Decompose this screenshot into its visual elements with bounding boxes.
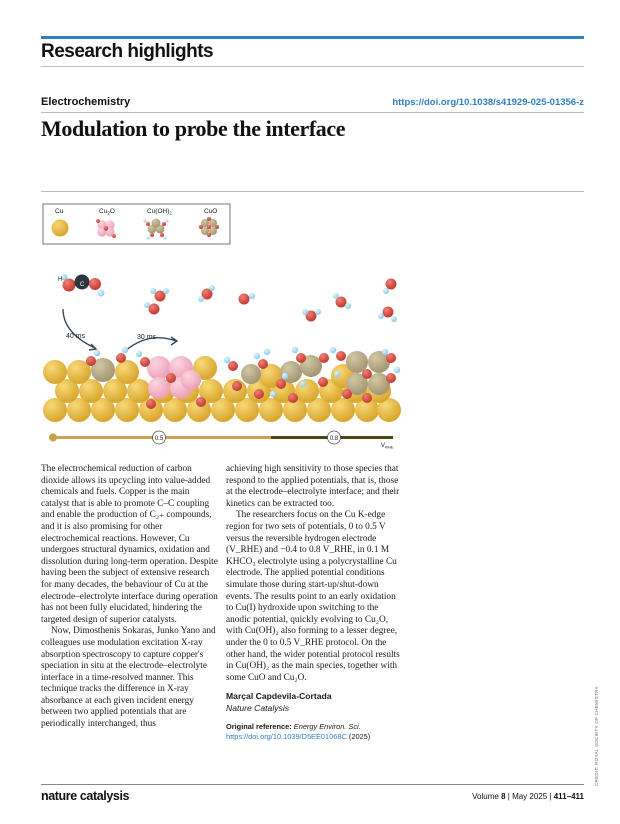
body-paragraph-2: Now, Dimosthenis Sokaras, Junko Yano and colleagues use modulation excitation X-ray absorption spectroscopy to capture copper's speciation in situ at the electrode–electrolyte interface in a time-resolved manner. This technique tracks the difference in X-ray absorbance at each given incident energy between two applied potentials that are periodically interchanged, thus (41, 626, 216, 730)
body-column-left (41, 464, 218, 731)
article-headline: Modulation to probe the interface (41, 116, 346, 141)
reference-label: Original reference: (226, 722, 292, 732)
reference-link[interactable]: https://doi.org/10.1039/D5EE01068C (226, 732, 347, 742)
body-column-right (226, 464, 403, 742)
reference-year: (2025) (348, 732, 371, 742)
time-label-40ms: 40 ms (66, 333, 86, 340)
section-title: Research highlights (41, 41, 214, 62)
time-label-30ms: 30 ms (137, 334, 157, 341)
author-name: Marçal Capdevila-Cortada (226, 691, 332, 702)
headline-rule (41, 191, 584, 192)
potential-label-08: 0.8 (329, 436, 339, 442)
reference-journal: Energy Environ. Sci. (293, 722, 361, 732)
legend-label-cuoh2: $Cu(OH)_2$ (147, 208, 172, 216)
footer-rule (41, 784, 584, 785)
figure-illustration (41, 198, 401, 458)
article-doi-link[interactable]: https://doi.org/10.1038/s41929-025-01356-z (392, 97, 584, 108)
copper-lattice (43, 347, 401, 422)
original-reference (226, 722, 403, 742)
atom-label-h: H (58, 277, 63, 283)
body-paragraph-1: The electrochemical reduction of carbon dioxide allows its upcycling into value-added chemicals and fuels. Copper is the main catalyst that is able to promote C–C coupling and enable the production of C₂₊ compounds, and it is also promising for other electrochemical reactions. However, Cu undergoes structural dynamics, oxidation and dissolution during long-term operation. Despite having been the subject of extensive research for many decades, the behaviour of Cu at the electrode–electrolyte interface during operation has not been fully elucidated, hindering the targeted design of superior catalysts. (41, 464, 218, 625)
image-credit: CREDIT: ROYAL SOCIETY OF CHEMISTRY (594, 686, 599, 786)
issue-info: Volume 8 | May 2025 | 411–411 (472, 792, 584, 801)
legend-label-cu2o: $Cu_2O$ (99, 208, 115, 216)
legend-cu-atom (52, 220, 69, 237)
journal-name: nature catalysis (41, 789, 130, 803)
body-paragraph-4: The researchers focus on the Cu K-edge region for two sets of potentials, 0 to 0.5 V versus the reversible hydrogen electrode (V_RHE) and −0.4 to 0.8 V_RHE, in 0.1 M KHCO₃ electrolyte using a polycrystalline Cu electrode. The applied potential conditions simulate those during start-up/shut-down events. The results point to an early oxidation to Cu(I) hydroxide upon switching to the anodic potential, quickly evolving to Cu₂O, with Cu(OH)₂ also forming to a lesser degree, under the 0 to 0.5 V_RHE protocol. On the other hand, the wider potential protocol results in Cu(OH)₂ as the main species, together with some CuO and Cu₂O. (226, 510, 400, 683)
header-accent-bar (41, 36, 584, 39)
arrow-40ms (63, 309, 95, 348)
header-rule (41, 66, 584, 67)
potential-start-dot (49, 434, 57, 442)
author-affiliation: Nature Catalysis (226, 702, 290, 713)
category-rule (41, 112, 584, 113)
legend-label-cuo: CuO (204, 208, 218, 215)
potential-unit-label: $V_{RHE}$ (381, 443, 394, 450)
atom-label-c: C (80, 282, 85, 288)
article-category: Electrochemistry (41, 96, 131, 108)
legend-label-cu: Cu (55, 208, 64, 215)
water-molecules (144, 279, 397, 323)
potential-label-05: 0.5 (154, 436, 164, 442)
body-paragraph-3: achieving high sensitivity to those species that respond to the applied potentials, that is, those at the electrode–electrolyte interface; and their kinetics can be extracted too. (226, 464, 400, 509)
